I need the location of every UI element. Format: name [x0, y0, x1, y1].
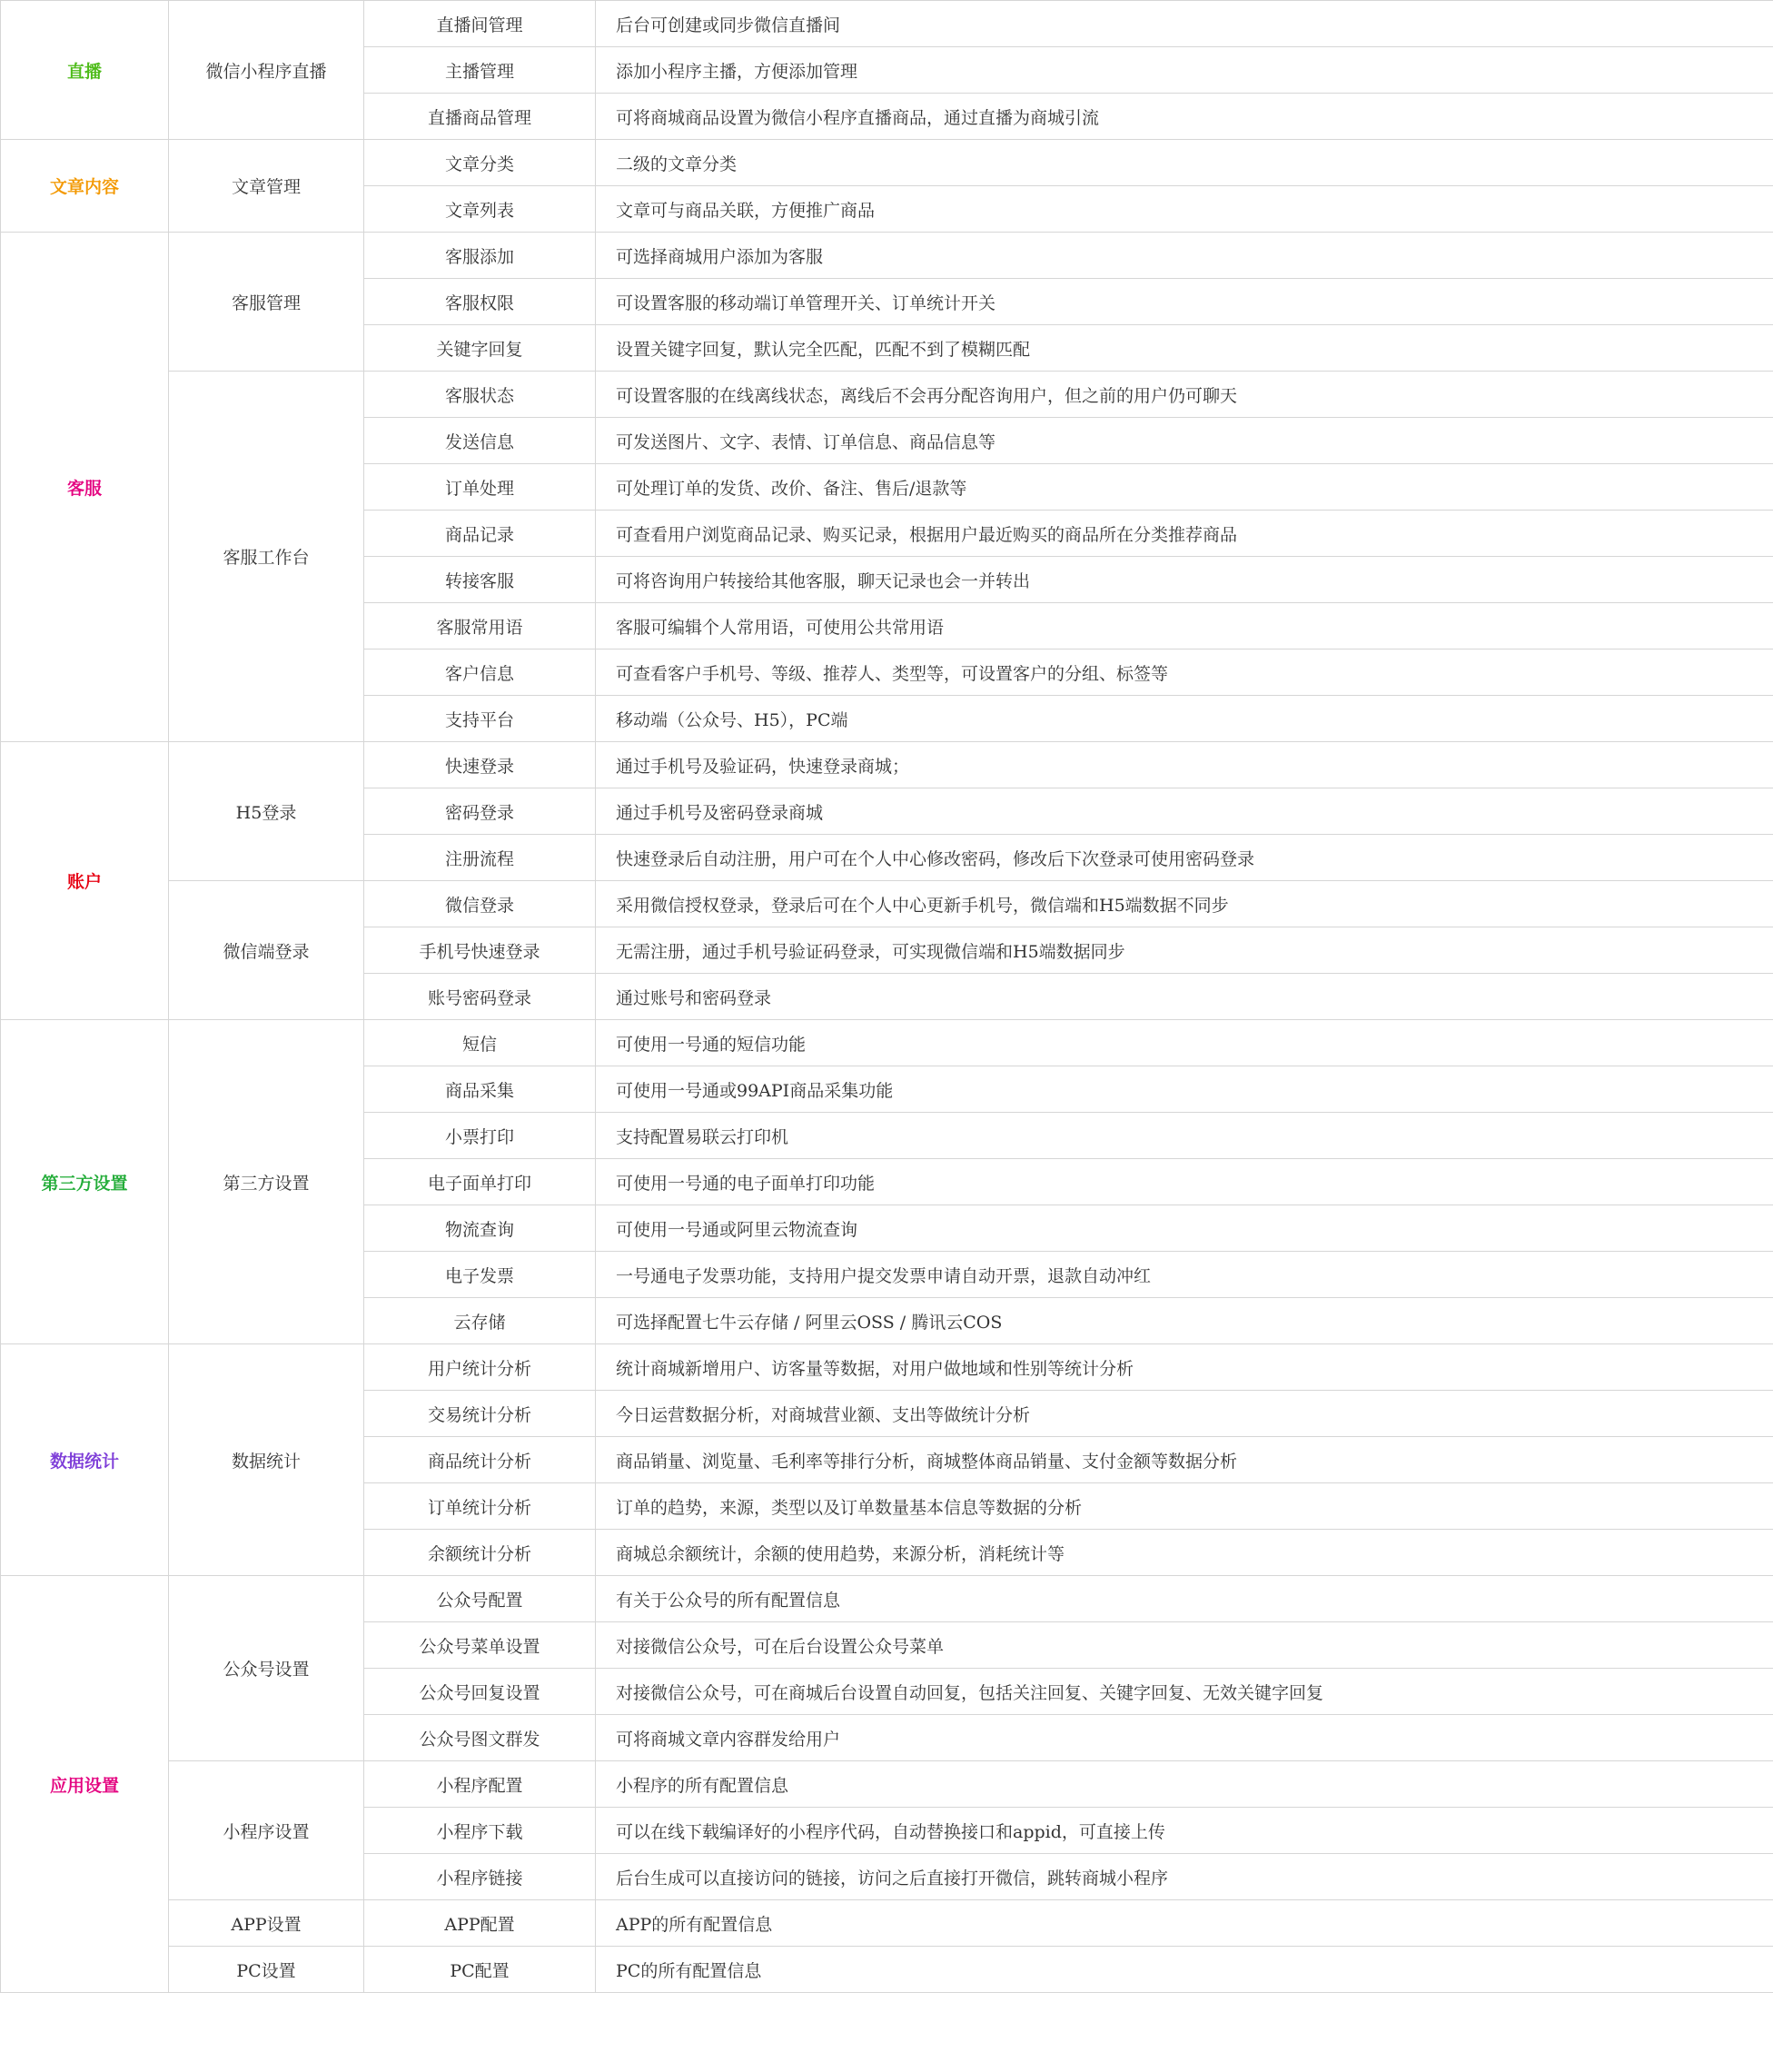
module-cell: H5登录 [169, 742, 364, 881]
feature-name-cell: 文章列表 [364, 186, 596, 233]
feature-desc-cell: 无需注册，通过手机号验证码登录，可实现微信端和H5端数据同步 [596, 927, 1773, 974]
module-cell: 客服工作台 [169, 372, 364, 742]
feature-name-cell: 客户信息 [364, 649, 596, 696]
module-cell: PC设置 [169, 1947, 364, 1993]
feature-desc-cell: 商品销量、浏览量、毛利率等排行分析，商城整体商品销量、支付金额等数据分析 [596, 1437, 1773, 1483]
category-cell: 客服 [1, 233, 169, 742]
feature-desc-cell: 二级的文章分类 [596, 140, 1773, 186]
feature-desc-cell: PC的所有配置信息 [596, 1947, 1773, 1993]
feature-desc-cell: 添加小程序主播，方便添加管理 [596, 47, 1773, 94]
feature-desc-cell: 可查看用户浏览商品记录、购买记录，根据用户最近购买的商品所在分类推荐商品 [596, 511, 1773, 557]
table-row [1, 1947, 1773, 1993]
feature-name-cell: 订单统计分析 [364, 1483, 596, 1530]
table-row [1, 372, 1773, 418]
table-row [1, 1576, 1773, 1622]
feature-name-cell: PC配置 [364, 1947, 596, 1993]
module-cell: 客服管理 [169, 233, 364, 372]
feature-desc-cell: 可使用一号通的电子面单打印功能 [596, 1159, 1773, 1205]
feature-name-cell: 手机号快速登录 [364, 927, 596, 974]
feature-name-cell: 小程序链接 [364, 1854, 596, 1900]
table-row [1, 1900, 1773, 1947]
feature-name-cell: 客服添加 [364, 233, 596, 279]
feature-desc-cell: 移动端（公众号、H5），PC端 [596, 696, 1773, 742]
feature-desc-cell: 可以在线下载编译好的小程序代码，自动替换接口和appid，可直接上传 [596, 1808, 1773, 1854]
feature-desc-cell: 一号通电子发票功能，支持用户提交发票申请自动开票，退款自动冲红 [596, 1252, 1773, 1298]
category-cell: 直播 [1, 1, 169, 140]
feature-desc-cell: 可使用一号通或阿里云物流查询 [596, 1205, 1773, 1252]
feature-desc-cell: 对接微信公众号，可在商城后台设置自动回复，包括关注回复、关键字回复、无效关键字回复 [596, 1669, 1773, 1715]
feature-desc-cell: 订单的趋势，来源，类型以及订单数量基本信息等数据的分析 [596, 1483, 1773, 1530]
feature-desc-cell: 可将咨询用户转接给其他客服，聊天记录也会一并转出 [596, 557, 1773, 603]
feature-desc-cell: 可处理订单的发货、改价、备注、售后/退款等 [596, 464, 1773, 511]
module-cell: 文章管理 [169, 140, 364, 233]
table-row [1, 1, 1773, 47]
feature-desc-cell: 文章可与商品关联，方便推广商品 [596, 186, 1773, 233]
feature-desc-cell: 可使用一号通或99API商品采集功能 [596, 1066, 1773, 1113]
feature-name-cell: 发送信息 [364, 418, 596, 464]
feature-desc-cell: 统计商城新增用户、访客量等数据，对用户做地域和性别等统计分析 [596, 1344, 1773, 1391]
feature-name-cell: 直播间管理 [364, 1, 596, 47]
feature-desc-cell: 设置关键字回复，默认完全匹配，匹配不到了模糊匹配 [596, 325, 1773, 372]
feature-name-cell: 商品统计分析 [364, 1437, 596, 1483]
feature-name-cell: 用户统计分析 [364, 1344, 596, 1391]
table-row [1, 881, 1773, 927]
feature-desc-cell: 可使用一号通的短信功能 [596, 1020, 1773, 1066]
feature-name-cell: 公众号菜单设置 [364, 1622, 596, 1669]
feature-name-cell: 客服状态 [364, 372, 596, 418]
feature-table-body [1, 1, 1773, 1993]
feature-desc-cell: 通过账号和密码登录 [596, 974, 1773, 1020]
feature-desc-cell: 客服可编辑个人常用语，可使用公共常用语 [596, 603, 1773, 649]
table-row [1, 1761, 1773, 1808]
feature-desc-cell: 今日运营数据分析，对商城营业额、支出等做统计分析 [596, 1391, 1773, 1437]
feature-name-cell: 商品采集 [364, 1066, 596, 1113]
feature-desc-cell: 通过手机号及密码登录商城 [596, 788, 1773, 835]
table-row [1, 140, 1773, 186]
feature-desc-cell: 对接微信公众号，可在后台设置公众号菜单 [596, 1622, 1773, 1669]
category-cell: 第三方设置 [1, 1020, 169, 1344]
feature-name-cell: 电子发票 [364, 1252, 596, 1298]
module-cell: 微信小程序直播 [169, 1, 364, 140]
feature-name-cell: 短信 [364, 1020, 596, 1066]
feature-name-cell: 转接客服 [364, 557, 596, 603]
feature-name-cell: 公众号回复设置 [364, 1669, 596, 1715]
category-cell: 账户 [1, 742, 169, 1020]
feature-desc-cell: 快速登录后自动注册，用户可在个人中心修改密码，修改后下次登录可使用密码登录 [596, 835, 1773, 881]
feature-desc-cell: 可设置客服的移动端订单管理开关、订单统计开关 [596, 279, 1773, 325]
feature-name-cell: 小程序下载 [364, 1808, 596, 1854]
feature-name-cell: 微信登录 [364, 881, 596, 927]
feature-desc-cell: 可选择商城用户添加为客服 [596, 233, 1773, 279]
feature-name-cell: 小程序配置 [364, 1761, 596, 1808]
table-row [1, 1020, 1773, 1066]
feature-desc-cell: 可将商城文章内容群发给用户 [596, 1715, 1773, 1761]
module-cell: 小程序设置 [169, 1761, 364, 1900]
module-cell: 公众号设置 [169, 1576, 364, 1761]
feature-name-cell: 密码登录 [364, 788, 596, 835]
feature-desc-cell: 可查看客户手机号、等级、推荐人、类型等，可设置客户的分组、标签等 [596, 649, 1773, 696]
feature-name-cell: 公众号配置 [364, 1576, 596, 1622]
feature-name-cell: 快速登录 [364, 742, 596, 788]
feature-name-cell: 直播商品管理 [364, 94, 596, 140]
feature-name-cell: APP配置 [364, 1900, 596, 1947]
feature-desc-cell: APP的所有配置信息 [596, 1900, 1773, 1947]
category-cell: 数据统计 [1, 1344, 169, 1576]
feature-desc-cell: 通过手机号及验证码，快速登录商城； [596, 742, 1773, 788]
feature-name-cell: 小票打印 [364, 1113, 596, 1159]
feature-desc-cell: 可设置客服的在线离线状态，离线后不会再分配咨询用户，但之前的用户仍可聊天 [596, 372, 1773, 418]
feature-name-cell: 公众号图文群发 [364, 1715, 596, 1761]
feature-desc-cell: 小程序的所有配置信息 [596, 1761, 1773, 1808]
feature-desc-cell: 有关于公众号的所有配置信息 [596, 1576, 1773, 1622]
feature-desc-cell: 可将商城商品设置为微信小程序直播商品，通过直播为商城引流 [596, 94, 1773, 140]
feature-name-cell: 支持平台 [364, 696, 596, 742]
feature-desc-cell: 可发送图片、文字、表情、订单信息、商品信息等 [596, 418, 1773, 464]
feature-desc-cell: 可选择配置七牛云存储 / 阿里云OSS / 腾讯云COS [596, 1298, 1773, 1344]
module-cell: APP设置 [169, 1900, 364, 1947]
feature-name-cell: 物流查询 [364, 1205, 596, 1252]
category-cell: 应用设置 [1, 1576, 169, 1993]
table-row [1, 233, 1773, 279]
feature-name-cell: 电子面单打印 [364, 1159, 596, 1205]
feature-name-cell: 交易统计分析 [364, 1391, 596, 1437]
feature-desc-cell: 后台可创建或同步微信直播间 [596, 1, 1773, 47]
feature-name-cell: 客服权限 [364, 279, 596, 325]
table-row [1, 1344, 1773, 1391]
feature-name-cell: 客服常用语 [364, 603, 596, 649]
feature-name-cell: 订单处理 [364, 464, 596, 511]
feature-name-cell: 账号密码登录 [364, 974, 596, 1020]
feature-name-cell: 余额统计分析 [364, 1530, 596, 1576]
feature-name-cell: 云存储 [364, 1298, 596, 1344]
feature-desc-cell: 采用微信授权登录，登录后可在个人中心更新手机号，微信端和H5端数据不同步 [596, 881, 1773, 927]
feature-desc-cell: 商城总余额统计，余额的使用趋势，来源分析，消耗统计等 [596, 1530, 1773, 1576]
feature-name-cell: 注册流程 [364, 835, 596, 881]
table-row [1, 742, 1773, 788]
module-cell: 数据统计 [169, 1344, 364, 1576]
feature-desc-cell: 后台生成可以直接访问的链接，访问之后直接打开微信，跳转商城小程序 [596, 1854, 1773, 1900]
category-cell: 文章内容 [1, 140, 169, 233]
module-cell: 第三方设置 [169, 1020, 364, 1344]
feature-name-cell: 主播管理 [364, 47, 596, 94]
module-cell: 微信端登录 [169, 881, 364, 1020]
feature-name-cell: 关键字回复 [364, 325, 596, 372]
feature-name-cell: 商品记录 [364, 511, 596, 557]
feature-name-cell: 文章分类 [364, 140, 596, 186]
feature-desc-cell: 支持配置易联云打印机 [596, 1113, 1773, 1159]
